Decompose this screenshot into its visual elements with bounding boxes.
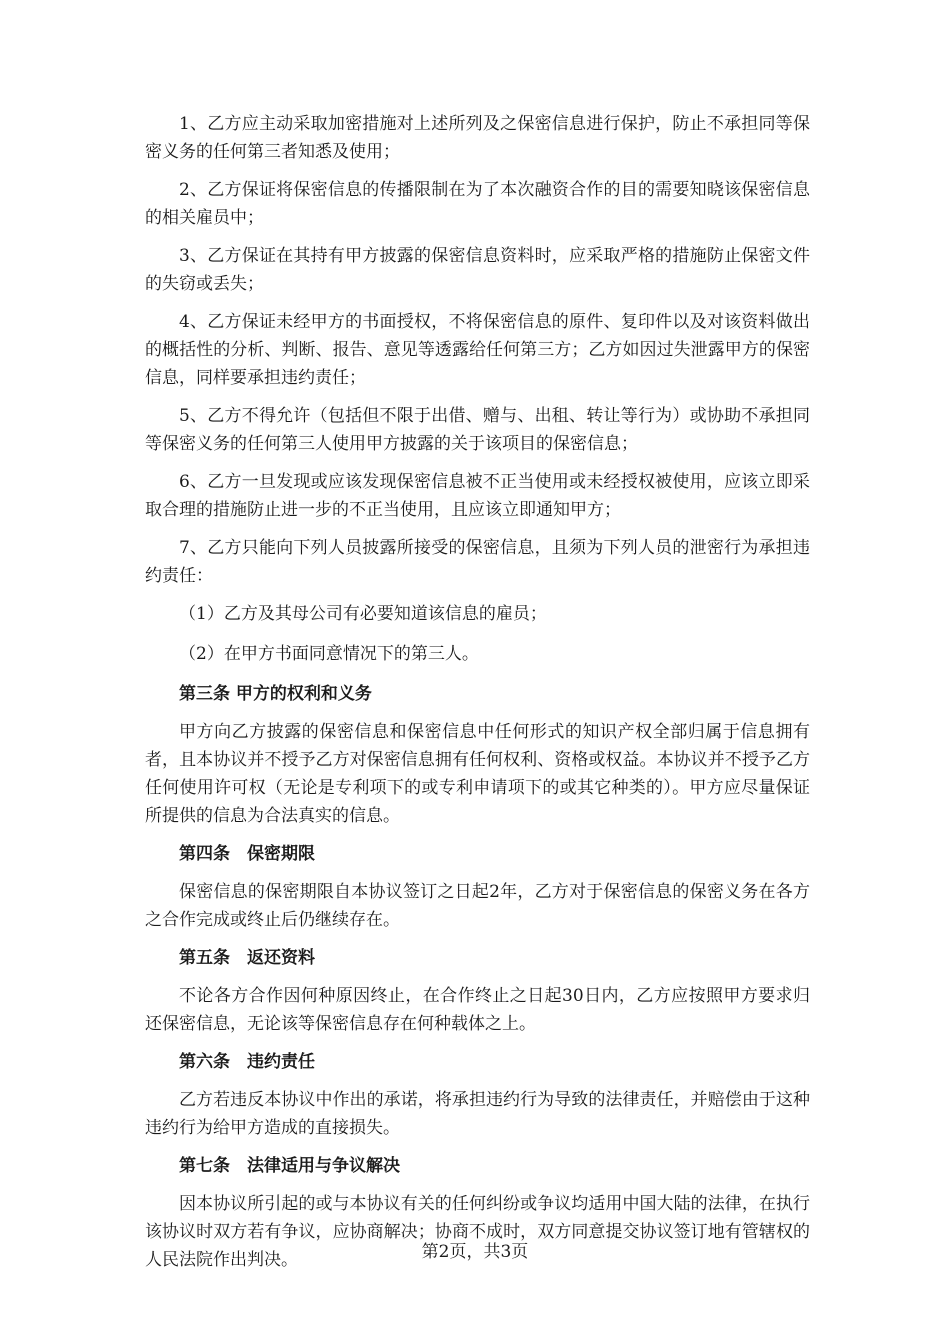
section-body-7: 因本协议所引起的或与本协议有关的任何纠纷或争议均适用中国大陆的法律，在执行该协议时双方若有争议，应协商解决；协商不成时，双方同意提交协议签订地有管辖权的人民法院作出判决。: [145, 1194, 810, 1270]
sub-item-2: （2）在甲方书面同意情况下的第三人。: [179, 644, 479, 664]
obligation-clause-7: 7、乙方只能向下列人员披露所接受的保密信息，且须为下列人员的泄密行为承担违约责任：: [145, 538, 810, 586]
obligation-clause-3: 3、乙方保证在其持有甲方披露的保密信息资料时，应采取严格的措施防止保密文件的失窃或丢失；: [145, 246, 810, 294]
section-body-3: 甲方向乙方披露的保密信息和保密信息中任何形式的知识产权全部归属于信息拥有者，且本协议并不授予乙方对保密信息拥有任何权利、资格或权益。本协议并不授予乙方任何使用许可权（无论是专利项下的或专利申请项下的或其它种类的）。甲方应尽量保证所提供的信息为合法真实的信息。: [145, 722, 810, 826]
sub-item-1: （1）乙方及其母公司有必要知道该信息的雇员；: [179, 604, 547, 624]
section-heading-4: 第四条 保密期限: [179, 844, 315, 864]
obligation-clause-6: 6、乙方一旦发现或应该发现保密信息被不正当使用或未经授权被使用，应该立即采取合理的措施防止进一步的不正当使用，且应该立即通知甲方；: [145, 472, 810, 520]
page-number-footer: 第2页，共3页: [421, 1242, 529, 1262]
section-body-6: 乙方若违反本协议中作出的承诺，将承担违约行为导致的法律责任，并赔偿由于这种违约行为给甲方造成的直接损失。: [145, 1090, 810, 1138]
obligation-clause-5: 5、乙方不得允许（包括但不限于出借、赠与、出租、转让等行为）或协助不承担同等保密义务的任何第三人使用甲方披露的关于该项目的保密信息；: [145, 406, 810, 454]
obligation-clause-2: 2、乙方保证将保密信息的传播限制在为了本次融资合作的目的需要知晓该保密信息的相关雇员中；: [145, 180, 810, 228]
section-heading-5: 第五条 返还资料: [179, 948, 315, 968]
section-heading-3: 第三条 甲方的权利和义务: [179, 684, 372, 704]
section-heading-6: 第六条 违约责任: [179, 1052, 315, 1072]
section-body-5: 不论各方合作因何种原因终止，在合作终止之日起30日内，乙方应按照甲方要求归还保密信息，无论该等保密信息存在何种载体之上。: [145, 986, 810, 1034]
obligation-clause-1: 1、乙方应主动采取加密措施对上述所列及之保密信息进行保护，防止不承担同等保密义务的任何第三者知悉及使用；: [145, 114, 810, 162]
section-body-4: 保密信息的保密期限自本协议签订之日起2年，乙方对于保密信息的保密义务在各方之合作完成或终止后仍继续存在。: [145, 882, 810, 930]
section-heading-7: 第七条 法律适用与争议解决: [179, 1156, 400, 1176]
document-body: [145, 110, 810, 1284]
obligation-clause-4: 4、乙方保证未经甲方的书面授权，不将保密信息的原件、复印件以及对该资料做出的概括性的分析、判断、报告、意见等透露给任何第三方；乙方如因过失泄露甲方的保密信息，同样要承担违约责任；: [145, 312, 810, 388]
